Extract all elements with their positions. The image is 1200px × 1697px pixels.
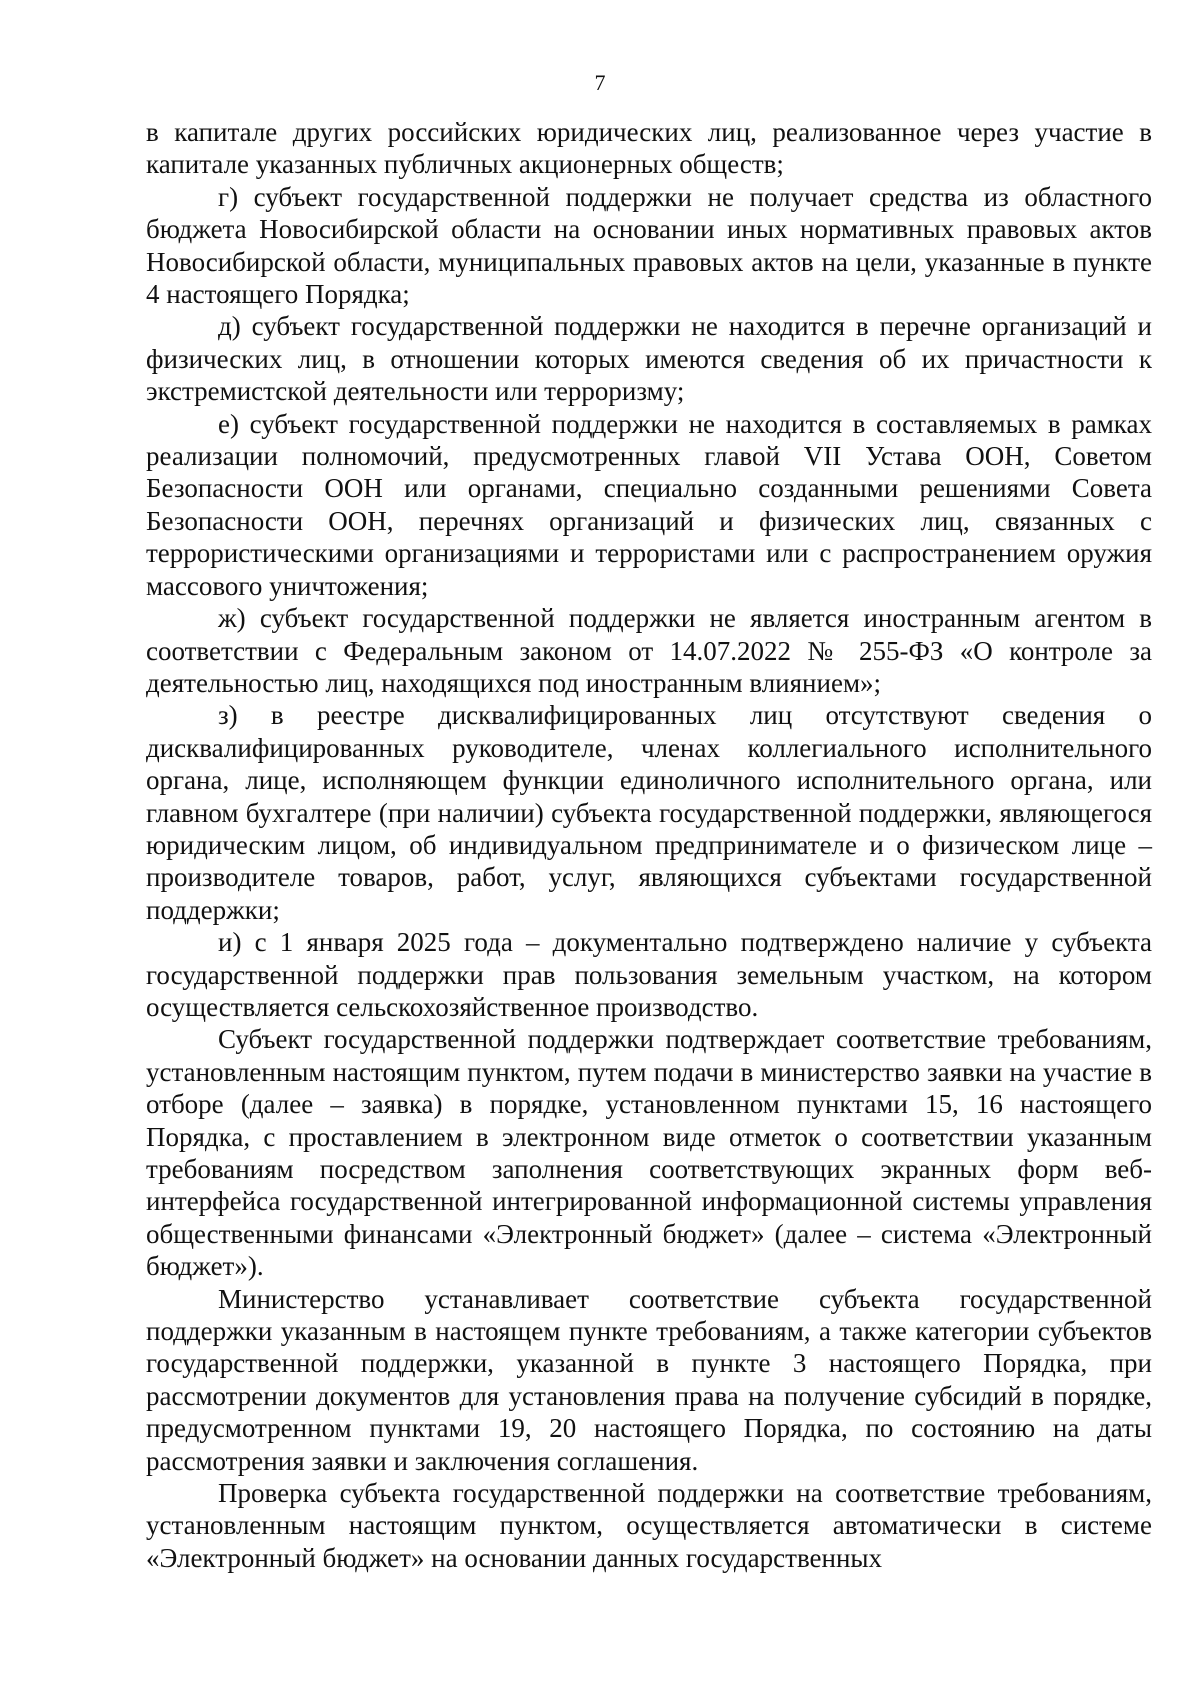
paragraph-ministry: Министерство устанавливает соответствие субъекта государственной поддержки указанным в настоящем пункте требованиям, а также категории субъектов государственной поддержки, указанной в пункте 3 настоящего Порядка, при рассмотрении документов для установления права на получение субсидий в порядке, предусмотренном пунктами 19, 20 настоящего Порядка, по состоянию на даты рассмотрения заявки и заключения соглашения. xyxy=(146,1283,1152,1476)
paragraph-confirmation: Субъект государственной поддержки подтверждает соответствие требованиям, установленным настоящим пунктом, путем подачи в министерство заявки на участие в отборе (далее – заявка) в порядке, установленном пунктами 15, 16 настоящего Порядка, с проставлением в электронном виде отметок о соответствии указанным требованиям посредством заполнения соответствующих экранных форм веб-интерфейса государственной интегрированной информационной системы управления общественными финансами «Электронный бюджет» (далее – система «Электронный бюджет»). xyxy=(146,1024,1152,1282)
paragraph-item-i: и) с 1 января 2025 года – документально подтверждено наличие у субъекта государственной поддержки прав пользования земельным участком, на котором осуществляется сельскохозяйственное производство. xyxy=(146,927,1152,1022)
paragraph-continuation: в капитале других российских юридических лиц, реализованное через участие в капитале указанных публичных акционерных обществ; xyxy=(146,117,1152,180)
paragraph-item-d: д) субъект государственной поддержки не находится в перечне организаций и физических лиц, в отношении которых имеются сведения об их причастности к экстремистской деятельности или терроризму; xyxy=(146,311,1152,407)
page-number: 7 xyxy=(594,70,606,95)
paragraph-item-g: г) субъект государственной поддержки не получает средства из областного бюджета Новосибирской области на основании иных нормативных правовых актов Новосибирской области, муниципальных правовых актов на цели, указанные в пункте 4 настоящего Порядка; xyxy=(146,181,1152,310)
paragraph-item-z: з) в реестре дисквалифицированных лиц отсутствуют сведения о дисквалифицированных руководителе, членах коллегиального исполнительного органа, лице, исполняющем функции единоличного исполнительного органа, или главном бухгалтере (при наличии) субъекта государственной поддержки, являющегося юридическим лицом, об индивидуальном предпринимателе и о физическом лице – производителе товаров, работ, услуг, являющихся субъектами государственной поддержки; xyxy=(146,700,1152,925)
paragraph-item-zh: ж) субъект государственной поддержки не является иностранным агентом в соответствии с Федеральным законом от 14.07.2022 № 255-ФЗ «О контроле за деятельностью лиц, находящихся под иностранным влиянием»; xyxy=(146,603,1152,698)
paragraph-item-e: е) субъект государственной поддержки не находится в составляемых в рамках реализации полномочий, предусмотренных главой VII Устава ООН, Советом Безопасности ООН или органами, специально созданными решениями Совета Безопасности ООН, перечнях организаций и физических лиц, связанных с террористическими организациями и террористами или с распространением оружия массового уничтожения; xyxy=(146,408,1152,601)
paragraph-verification: Проверка субъекта государственной поддержки на соответствие требованиям, установленным настоящим пунктом, осуществляется автоматически в системе «Электронный бюджет» на основании данных государственных xyxy=(146,1478,1152,1573)
document-body xyxy=(146,116,1152,1574)
